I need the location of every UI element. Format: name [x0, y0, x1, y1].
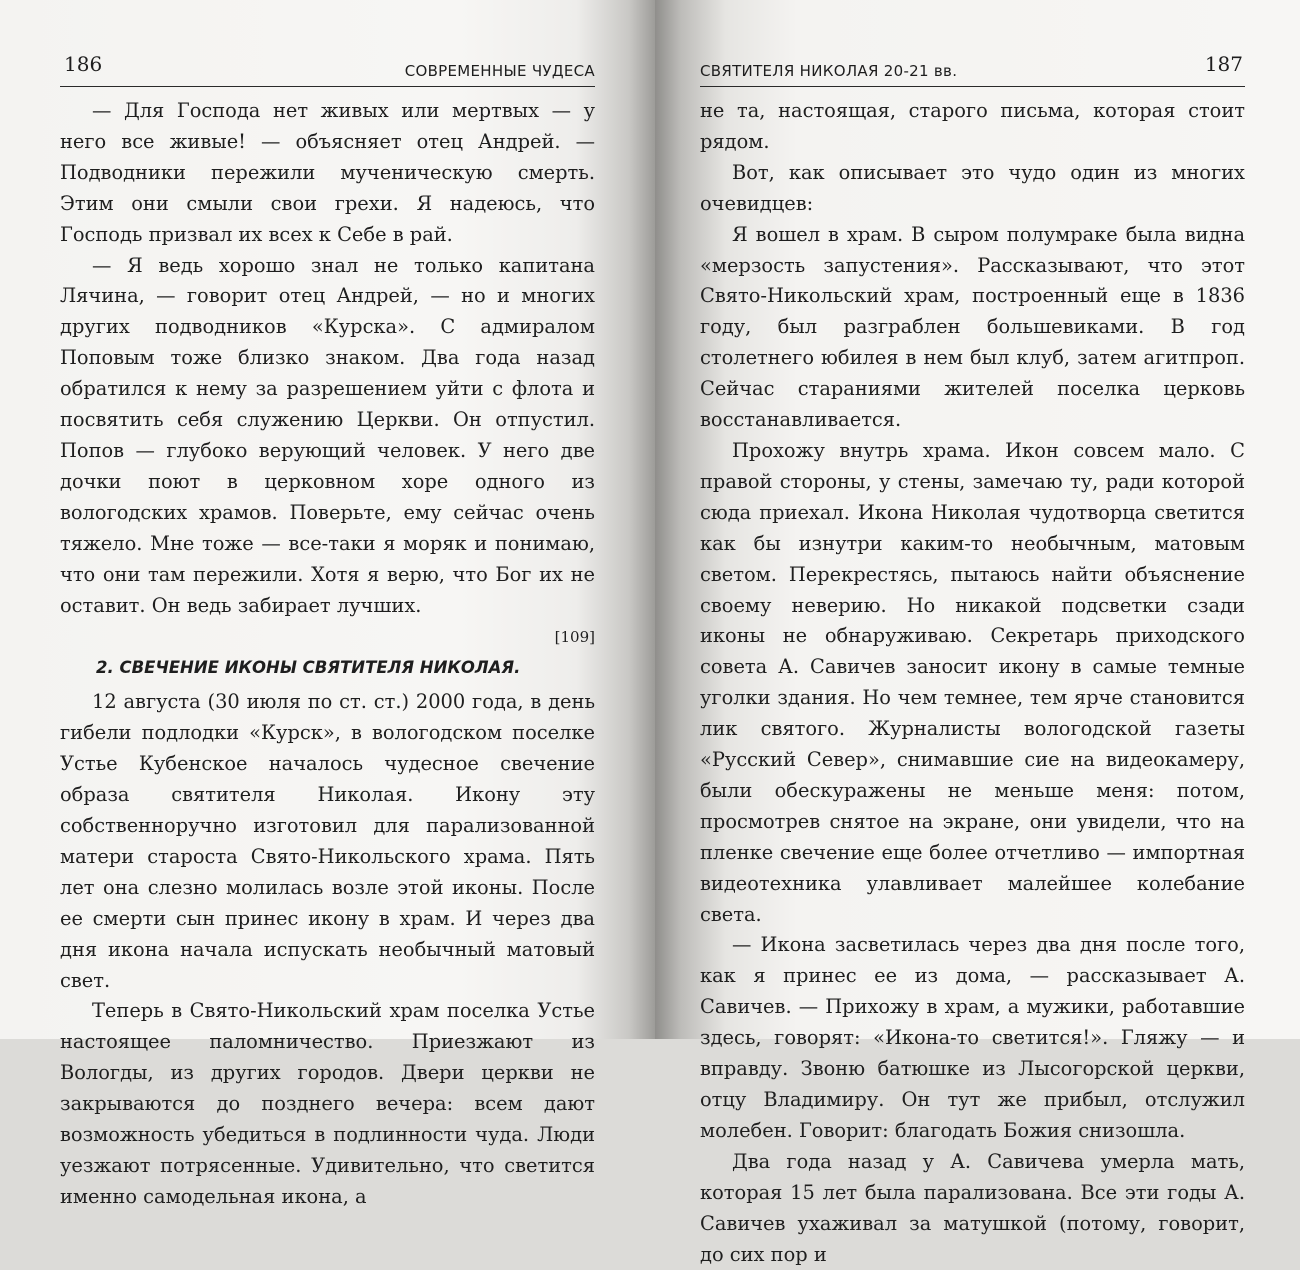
- right-page-body: [700, 96, 1245, 1270]
- left-page: [0, 0, 655, 1208]
- right-page-header: [700, 46, 1245, 87]
- paragraph: — Икона засветилась через два дня после того, как я принес ее из дома, — рассказывает А. Савичев. — Прихожу в храм, а мужики, работавшие здесь, говорят: «Икона-то светится!». Гляжу — и вправду. Звоню батюшке из Лысогорской церкви, отцу Владимиру. Он тут же прибыл, отслужил молебен. Говорит: благодать Божия снизошла.: [700, 933, 1245, 1142]
- page-number: 187: [1204, 52, 1243, 76]
- paragraph: Вот, как описывает это чудо один из многих очевидцев:: [700, 160, 1245, 215]
- paragraph: Теперь в Свято-Никольский храм поселка Устье настоящее паломничество. Приезжают из Вологды, из других городов. Двери церкви не закрываются до позднего вечера: всем дают возможность убедиться в подлинности чуда. Люди уезжают потрясенные. Удивительно, что светится именно самодельная икона, а: [60, 999, 595, 1208]
- right-page: [655, 0, 1300, 1266]
- left-page-header: [60, 46, 595, 87]
- running-head: СВЯТИТЕЛЯ НИКОЛАЯ 20-21 вв.: [700, 62, 958, 80]
- paragraph: — Я ведь хорошо знал не только капитана Лячина, — говорит отец Андрей, — но и многих других подводников «Курска». С адмиралом Поповым тоже близко знаком. Два года назад обратился к нему за разрешением уйти с флота и посвятить себя служению Церкви. Он отпустил. Попов — глубоко верующий человек. У него две дочки поют в церковном хоре одного из вологодских храмов. Поверьте, ему сейчас очень тяжело. Мне тоже — все-таки я моряк и понимаю, что они там пережили. Хотя я верю, что Бог их не оставит. Он ведь забирает лучших.: [60, 253, 595, 617]
- paragraph: Прохожу внутрь храма. Икон совсем мало. С правой стороны, у стены, замечаю ту, ради которой сюда приехал. Икона Николая чудотворца светится как бы изнутри каким-то необычным, матовым светом. Перекрестясь, пытаюсь найти объяснение своему неверию. Но никакой подсветки сзади иконы не обнаруживаю. Секретарь приходского совета А. Савичев заносит икону в самые темные уголки здания. Но чем темнее, тем ярче становится лик святого. Журналисты вологодской газеты «Русский Север», снимавшие сие на видеокамеру, были обескуражены не меньше меня: потом, просмотрев снятое на экране, они увидели, что на пленке свечение еще более отчетливо — импортная видеотехника улавливает малейшее колебание света.: [700, 438, 1245, 926]
- paragraph-continuation: не та, настоящая, старого письма, которая стоит рядом.: [700, 99, 1245, 153]
- paragraph: 12 августа (30 июля по ст. ст.) 2000 года, в день гибели подлодки «Курск», в вологодском поселке Устье Кубенское началось чудесное свечение образа святителя Николая. Икону эту собственноручно изготовил для парализованной матери староста Свято-Никольского храма. Пять лет она слезно молилась возле этой иконы. После ее смерти сын принес икону в храм. И через два дня икона начала испускать необычный матовый свет.: [60, 690, 595, 992]
- citation: [109]: [554, 628, 595, 647]
- page-number: 186: [64, 52, 103, 76]
- paragraph: Два года назад у А. Савичева умерла мать, которая 15 лет была парализована. Все эти годы А. Савичев ухаживал за матушкой (потому, говорит, до сих пор и: [700, 1149, 1245, 1266]
- paragraph: Я вошел в храм. В сыром полумраке была видна «мерзость запустения». Рассказывают, что этот Свято-Никольский храм, построенный еще в 1836 году, был разграблен большевиками. В год столетнего юбилея в нем был клуб, затем агитпроп. Сейчас стараниями жителей поселка церковь восстанавливается.: [700, 222, 1245, 432]
- paragraph: — Для Господа нет живых или мертвых — у него все живые! — объясняет отец Андрей. — Подводники пережили мученическую смерть. Этим они смыли свои грехи. Я надеюсь, что Господь призвал их всех к Себе в рай.: [60, 99, 595, 246]
- section-title: 2. СВЕЧЕНИЕ ИКОНЫ СВЯТИТЕЛЯ НИКОЛАЯ.: [96, 658, 521, 678]
- running-head: СОВРЕМЕННЫЕ ЧУДЕСА: [404, 62, 595, 80]
- left-page-body: [60, 96, 595, 1213]
